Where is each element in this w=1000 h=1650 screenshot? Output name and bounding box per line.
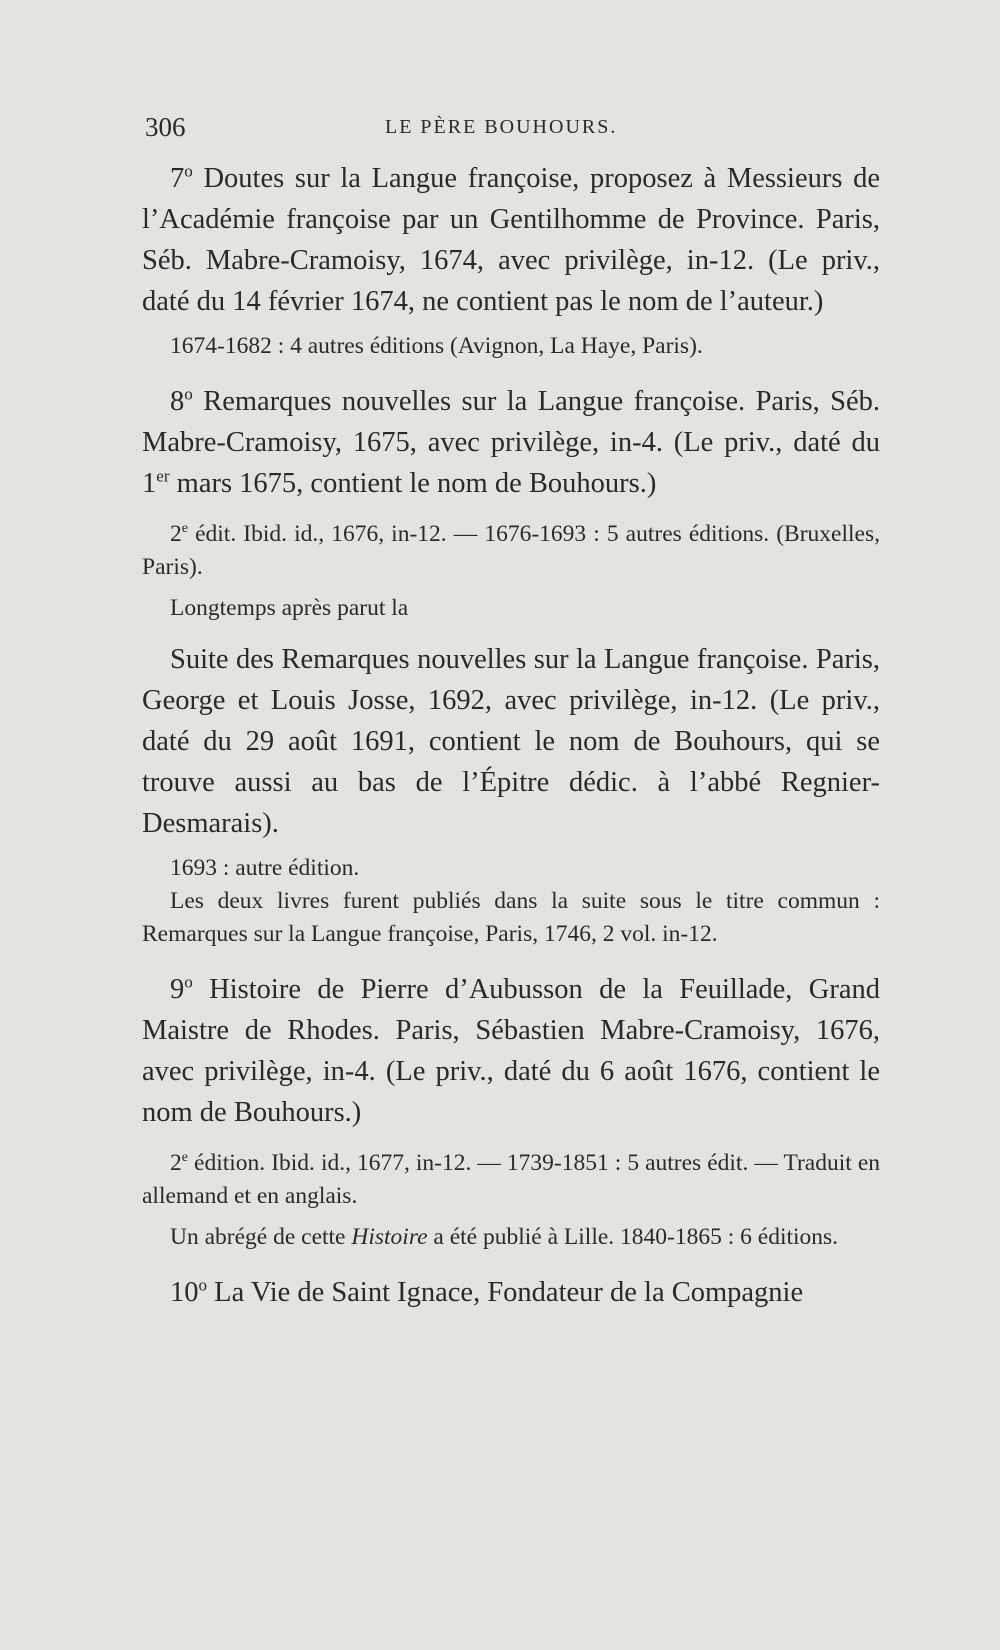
entry-9-editions-note	[142, 1147, 880, 1213]
entry-9	[142, 969, 880, 1133]
page-body	[142, 158, 880, 1313]
entry-9-ordinal: o	[184, 972, 193, 992]
entry-7-number: 7	[170, 163, 185, 194]
entry-7-editions-note: 1674-1682 : 4 autres éditions (Avignon, La Haye, Paris).	[170, 333, 703, 359]
entry-10	[142, 1272, 880, 1313]
entry-8-superscript: er	[156, 466, 170, 486]
entry-9-note-number: 2	[170, 1150, 182, 1176]
entry-7	[142, 158, 880, 322]
entry-9-abridged-italic: Histoire	[351, 1224, 428, 1250]
entry-9-abridged-note	[142, 1221, 880, 1254]
entry-8-note-text: édit. Ibid. id., 1676, in-12. — 1676-1693 : 5 autres éditions. (Bruxelles, Paris).	[142, 521, 880, 580]
entry-8-suite-note: 1693 : autre édition.	[170, 855, 360, 881]
running-head: LE PÈRE BOUHOURS.	[385, 116, 618, 138]
entry-10-ordinal: o	[198, 1275, 208, 1295]
entry-8-text-a: Remarques nouvelles sur la Langue françoise. Paris, Séb. Mabre-Cramoisy, 1675, avec privilège, in-4. (Le priv., daté du 1	[142, 386, 880, 499]
entry-7-ordinal: o	[184, 161, 193, 181]
entry-9-abridged-b: a été publié à Lille. 1840-1865 : 6 éditions.	[427, 1224, 839, 1250]
entry-8-later-line: Longtemps après parut la	[170, 595, 409, 621]
entry-8-ordinal: o	[184, 384, 193, 404]
entry-7-text: Doutes sur la Langue françoise, proposez à Messieurs de l’Académie françoise par un Gentilhomme de Province. Paris, Séb. Mabre-Cramoisy, 1674, avec privilège, in-12. (Le priv., daté du 14 février 1674, ne contient pas le nom de l’auteur.)	[142, 163, 880, 317]
entry-9-number: 9	[170, 974, 185, 1005]
entry-8-note-ordinal: e	[181, 520, 189, 537]
entry-9-note-ordinal: e	[181, 1149, 189, 1166]
entry-8-text-b: mars 1675, contient le nom de Bouhours.)	[169, 468, 657, 499]
entry-10-text: La Vie de Saint Ignace, Fondateur de la Compagnie	[207, 1277, 804, 1308]
entry-8	[142, 381, 880, 504]
entry-8-note-number: 2	[170, 521, 182, 547]
entry-10-number: 10	[170, 1277, 199, 1308]
entry-8-joint-note: Les deux livres furent publiés dans la suite sous le titre commun : Remarques sur la Langue françoise, Paris, 1746, 2 vol. in-12.	[142, 888, 880, 947]
entry-8-suite: Suite des Remarques nouvelles sur la Langue françoise. Paris, George et Louis Josse, 1692, avec privilège, in-12. (Le priv., daté du 29 août 1691, contient le nom de Bouhours, qui se trouve aussi au bas de l’Épitre dédic. à l’abbé Regnier-Desmarais).	[142, 644, 880, 839]
entry-9-abridged-a: Un abrégé de cette	[170, 1224, 352, 1250]
entry-9-note-text: édition. Ibid. id., 1677, in-12. — 1739-1851 : 5 autres édit. — Traduit en allemand et en anglais.	[142, 1150, 880, 1209]
entry-9-text: Histoire de Pierre d’Aubusson de la Feuillade, Grand Maistre de Rhodes. Paris, Sébastien Mabre-Cramoisy, 1676, avec privilège, in-4. (Le priv., daté du 6 août 1676, contient le nom de Bouhours.)	[142, 974, 880, 1128]
entry-8-editions-note	[142, 518, 880, 584]
page-number: 306	[145, 112, 186, 142]
entry-8-number: 8	[170, 386, 185, 417]
page-header	[145, 112, 880, 146]
